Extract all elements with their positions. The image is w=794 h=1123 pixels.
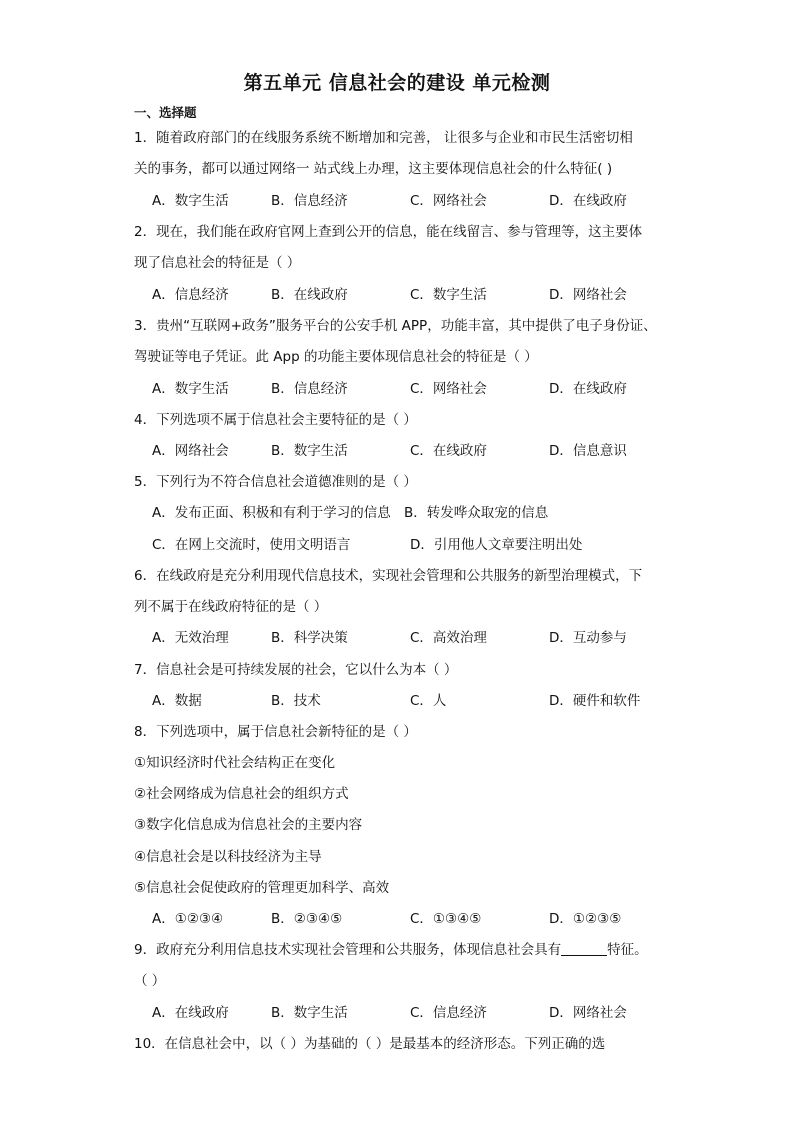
option-d[interactable]: D．硬件和软件 xyxy=(549,693,641,709)
page-title: 第五单元 信息社会的建设 单元检测 xyxy=(243,72,551,94)
option-a[interactable]: A．①②③④ xyxy=(152,911,224,927)
option-c[interactable]: C．数字生活 xyxy=(410,287,487,303)
option-c[interactable]: C．在网上交流时，使用文明语言 xyxy=(152,537,351,553)
question-8-statement-2: ②社会网络成为信息社会的组织方式 xyxy=(134,786,349,802)
question-5-line-1: 5．下列行为不符合信息社会道德准则的是（ ） xyxy=(134,474,417,490)
option-d[interactable]: D．引用他人文章要注明出处 xyxy=(410,537,583,553)
option-d[interactable]: D．信息意识 xyxy=(549,443,627,459)
option-d[interactable]: D．①②③⑤ xyxy=(549,911,622,927)
option-b[interactable]: B．信息经济 xyxy=(271,193,348,209)
question-7-line-1: 7．信息社会是可持续发展的社会，它以什么为本（ ） xyxy=(134,662,458,678)
question-9-line-1 xyxy=(134,940,648,960)
option-a[interactable]: A．网络社会 xyxy=(152,443,229,459)
question-3-line-1: 3．贵州“互联网+政务”服务平台的公安手机 APP，功能丰富，其中提供了电子身份证、 xyxy=(134,318,657,334)
option-a[interactable]: A．数字生活 xyxy=(152,193,229,209)
question-8-line-1: 8．下列选项中，属于信息社会新特征的是（ ） xyxy=(134,724,417,740)
option-c[interactable]: C．高效治理 xyxy=(410,630,487,646)
answer-blank[interactable] xyxy=(561,941,607,956)
question-8-statement-4: ④信息社会是以科技经济为主导 xyxy=(134,849,322,865)
option-c[interactable]: C．网络社会 xyxy=(410,193,487,209)
option-b[interactable]: B．在线政府 xyxy=(271,287,348,303)
option-b[interactable]: B．技术 xyxy=(271,693,321,709)
question-8-statement-3: ③数字化信息成为信息社会的主要内容 xyxy=(134,817,363,833)
option-a[interactable]: A．数据 xyxy=(152,693,202,709)
option-a[interactable]: A．无效治理 xyxy=(152,630,229,646)
section-heading: 一、选择题 xyxy=(134,105,197,120)
question-4-line-1: 4．下列选项不属于信息社会主要特征的是（ ） xyxy=(134,412,417,428)
option-c[interactable]: C．网络社会 xyxy=(410,381,487,397)
question-9-line-2: （ ） xyxy=(134,973,166,989)
option-c[interactable]: C．人 xyxy=(410,693,447,709)
option-b[interactable]: B．信息经济 xyxy=(271,381,348,397)
question-1-line-2: 关的事务，都可以通过网络一 站式线上办理，这主要体现信息社会的什么特征( ) xyxy=(134,161,613,177)
question-6-line-1: 6．在线政府是充分利用现代信息技术，实现社会管理和公共服务的新型治理模式，下 xyxy=(134,568,643,584)
question-6-line-2: 列不属于在线政府特征的是（ ） xyxy=(134,599,328,615)
question-1-line-1: 1．随着政府部门的在线服务系统不断增加和完善， 让很多与企业和市民生活密切相 xyxy=(134,130,633,146)
option-c[interactable]: C．①③④⑤ xyxy=(410,911,482,927)
question-9-text-post: 特征。 xyxy=(607,942,648,958)
question-10-line-1: 10．在信息社会中，以（ ）为基础的（ ）是最基本的经济形态。下列正确的选 xyxy=(134,1036,606,1052)
question-3-line-2: 驾驶证等电子凭证。此 App 的功能主要体现信息社会的特征是（ ） xyxy=(134,349,538,365)
question-2-line-2: 现了信息社会的特征是（ ） xyxy=(134,255,301,271)
option-d[interactable]: D．在线政府 xyxy=(549,381,627,397)
option-b[interactable]: B．科学决策 xyxy=(271,630,348,646)
option-b[interactable]: B．数字生活 xyxy=(271,443,348,459)
option-b[interactable]: B．②③④⑤ xyxy=(271,911,343,927)
option-a[interactable]: A．信息经济 xyxy=(152,287,229,303)
option-c[interactable]: C．信息经济 xyxy=(410,1005,487,1021)
option-b[interactable]: B．数字生活 xyxy=(271,1005,348,1021)
option-d[interactable]: D．网络社会 xyxy=(549,1005,627,1021)
option-d[interactable]: D．互动参与 xyxy=(549,630,627,646)
question-2-line-1: 2．现在，我们能在政府官网上查到公开的信息，能在线留言、参与管理等，这主要体 xyxy=(134,224,643,240)
question-8-statement-1: ①知识经济时代社会结构正在变化 xyxy=(134,755,336,771)
option-a[interactable]: A．在线政府 xyxy=(152,1005,229,1021)
question-9-text-pre: 9．政府充分利用信息技术实现社会管理和公共服务，体现信息社会具有 xyxy=(134,942,562,958)
question-8-statement-5: ⑤信息社会促使政府的管理更加科学、高效 xyxy=(134,880,390,896)
option-d[interactable]: D．在线政府 xyxy=(549,193,627,209)
option-d[interactable]: D．网络社会 xyxy=(549,287,627,303)
option-a[interactable]: A．数字生活 xyxy=(152,381,229,397)
option-a[interactable]: A．发布正面、积极和有利于学习的信息 xyxy=(152,505,391,521)
option-c[interactable]: C．在线政府 xyxy=(410,443,487,459)
option-b[interactable]: B．转发哗众取宠的信息 xyxy=(404,505,549,521)
